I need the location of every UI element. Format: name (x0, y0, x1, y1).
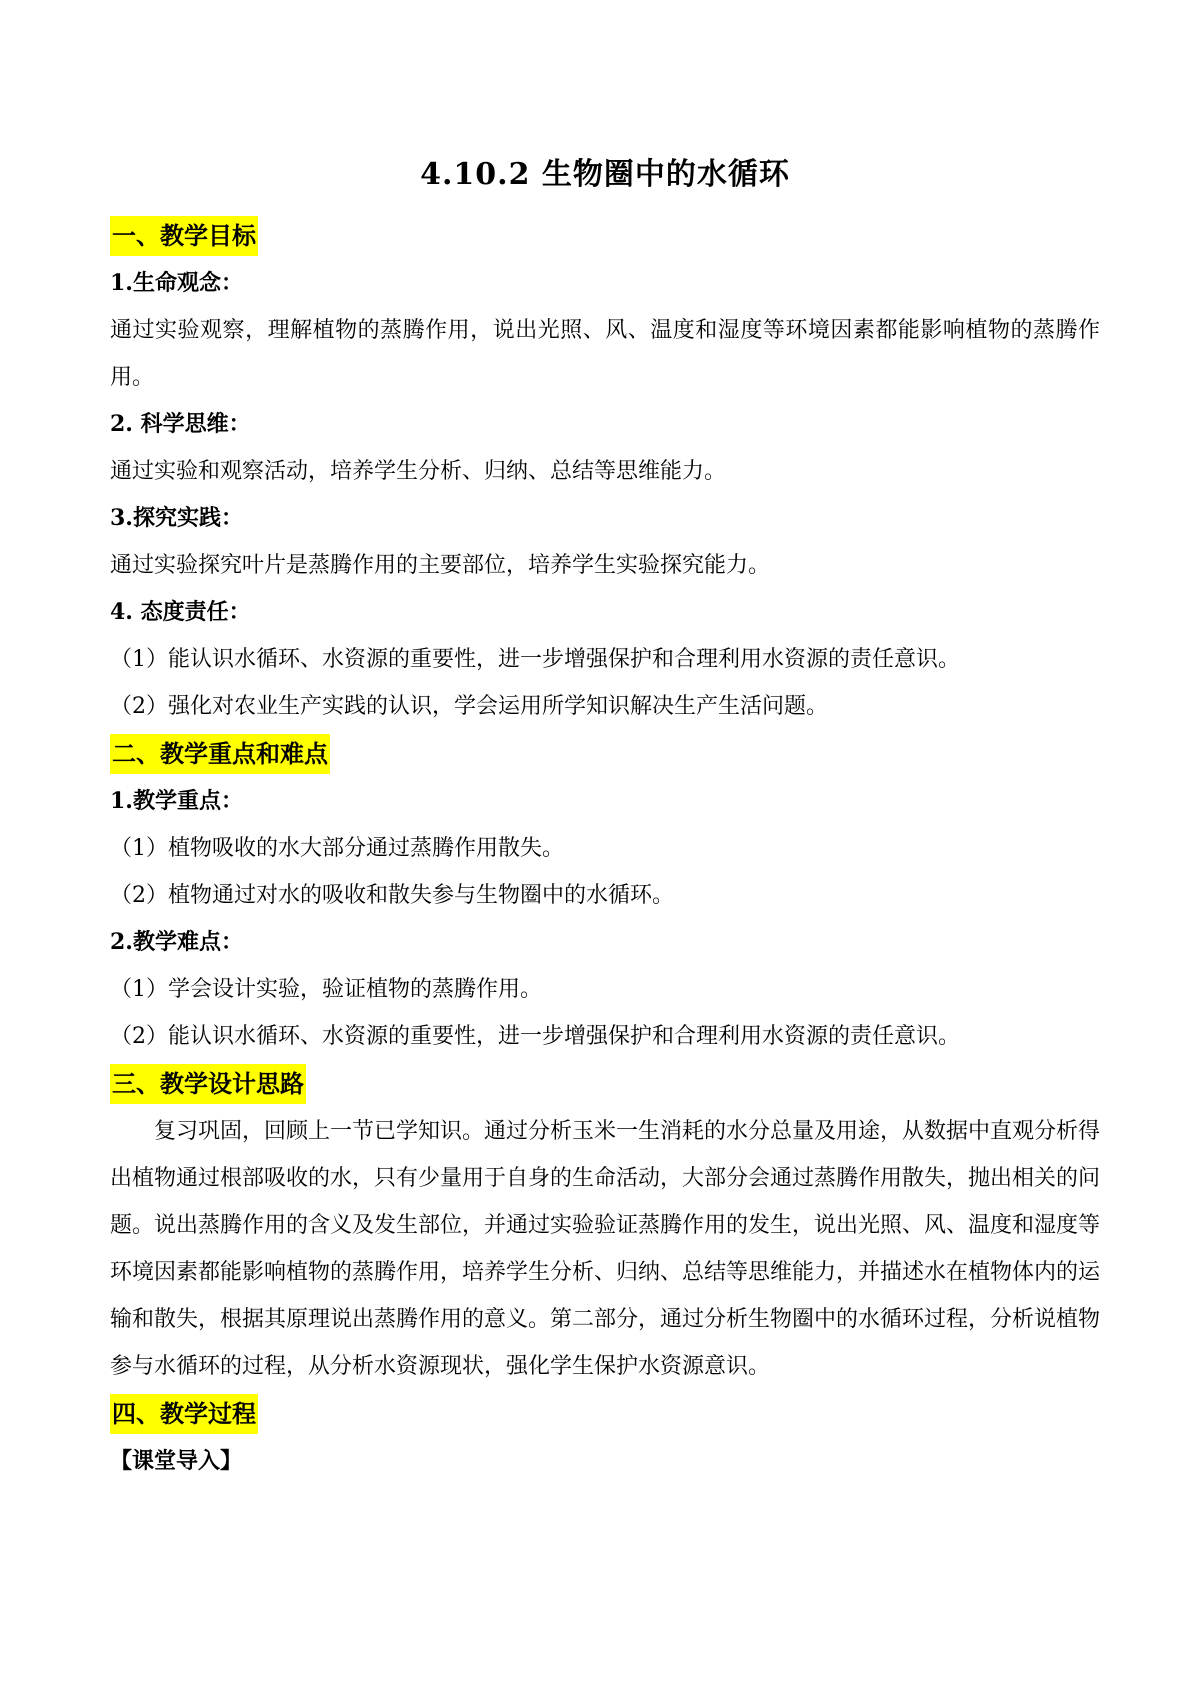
section-1-heading-wrap (110, 212, 1100, 260)
s1-subheading-science-thinking: 2. 科学思维： (110, 411, 251, 437)
section-3-heading: 三、教学设计思路 (110, 1064, 306, 1104)
s2-list-item: （1）植物吸收的水大部分通过蒸腾作用散失。 (110, 836, 564, 861)
s1-list-item: （1）能认识水循环、水资源的重要性，进一步增强保护和合理利用水资源的责任意识。 (110, 647, 960, 672)
section-2-heading-wrap (110, 730, 1100, 778)
section-1-heading: 一、教学目标 (110, 216, 258, 256)
s3-paragraph-design: 复习巩固，回顾上一节已学知识。通过分析玉米一生消耗的水分总量及用途，从数据中直观分析得出植物通过根部吸收的水，只有少量用于自身的生命活动，大部分会通过蒸腾作用散失，抛出相关的问题。说出蒸腾作用的含义及发生部位，并通过实验验证蒸腾作用的发生，说出光照、风、温度和湿度等环境因素都能影响植物的蒸腾作用，培养学生分析、归纳、总结等思维能力，并描述水在植物体内的运输和散失，根据其原理说出蒸腾作用的意义。第二部分，通过分析生物圈中的水循环过程，分析说植物参与水循环的过程，从分析水资源现状，强化学生保护水资源意识。 (110, 1119, 1101, 1379)
section-4-heading: 四、教学过程 (110, 1394, 258, 1434)
s2-subheading-difficulties: 2.教学难点： (110, 929, 243, 955)
s1-subheading-practice: 3.探究实践： (110, 505, 243, 531)
s1-list-item: （2）强化对农业生产实践的认识，学会运用所学知识解决生产生活问题。 (110, 694, 828, 719)
s1-paragraph-science-thinking: 通过实验和观察活动，培养学生分析、归纳、总结等思维能力。 (110, 459, 727, 484)
section-2-heading: 二、教学重点和难点 (110, 734, 330, 774)
s2-list-item: （2）植物通过对水的吸收和散失参与生物圈中的水循环。 (110, 883, 674, 908)
s1-subheading-attitude: 4. 态度责任： (110, 599, 251, 625)
s2-subheading-key-points: 1.教学重点： (110, 788, 243, 814)
section-4-heading-wrap (110, 1390, 1100, 1438)
s2-list-item: （2）能认识水循环、水资源的重要性，进一步增强保护和合理利用水资源的责任意识。 (110, 1024, 960, 1049)
s2-list-item: （1）学会设计实验，验证植物的蒸腾作用。 (110, 977, 542, 1002)
document-title: 4.10.2 生物圈中的水循环 (420, 157, 790, 192)
section-3-heading-wrap (110, 1060, 1100, 1108)
s1-paragraph-life-concept: 通过实验观察，理解植物的蒸腾作用，说出光照、风、温度和湿度等环境因素都能影响植物的蒸腾作用。 (110, 318, 1100, 390)
s1-subheading-life-concept: 1.生命观念： (110, 270, 243, 296)
s1-paragraph-practice: 通过实验探究叶片是蒸腾作用的主要部位，培养学生实验探究能力。 (110, 553, 771, 578)
s4-subheading-intro: 【课堂导入】 (110, 1448, 243, 1474)
